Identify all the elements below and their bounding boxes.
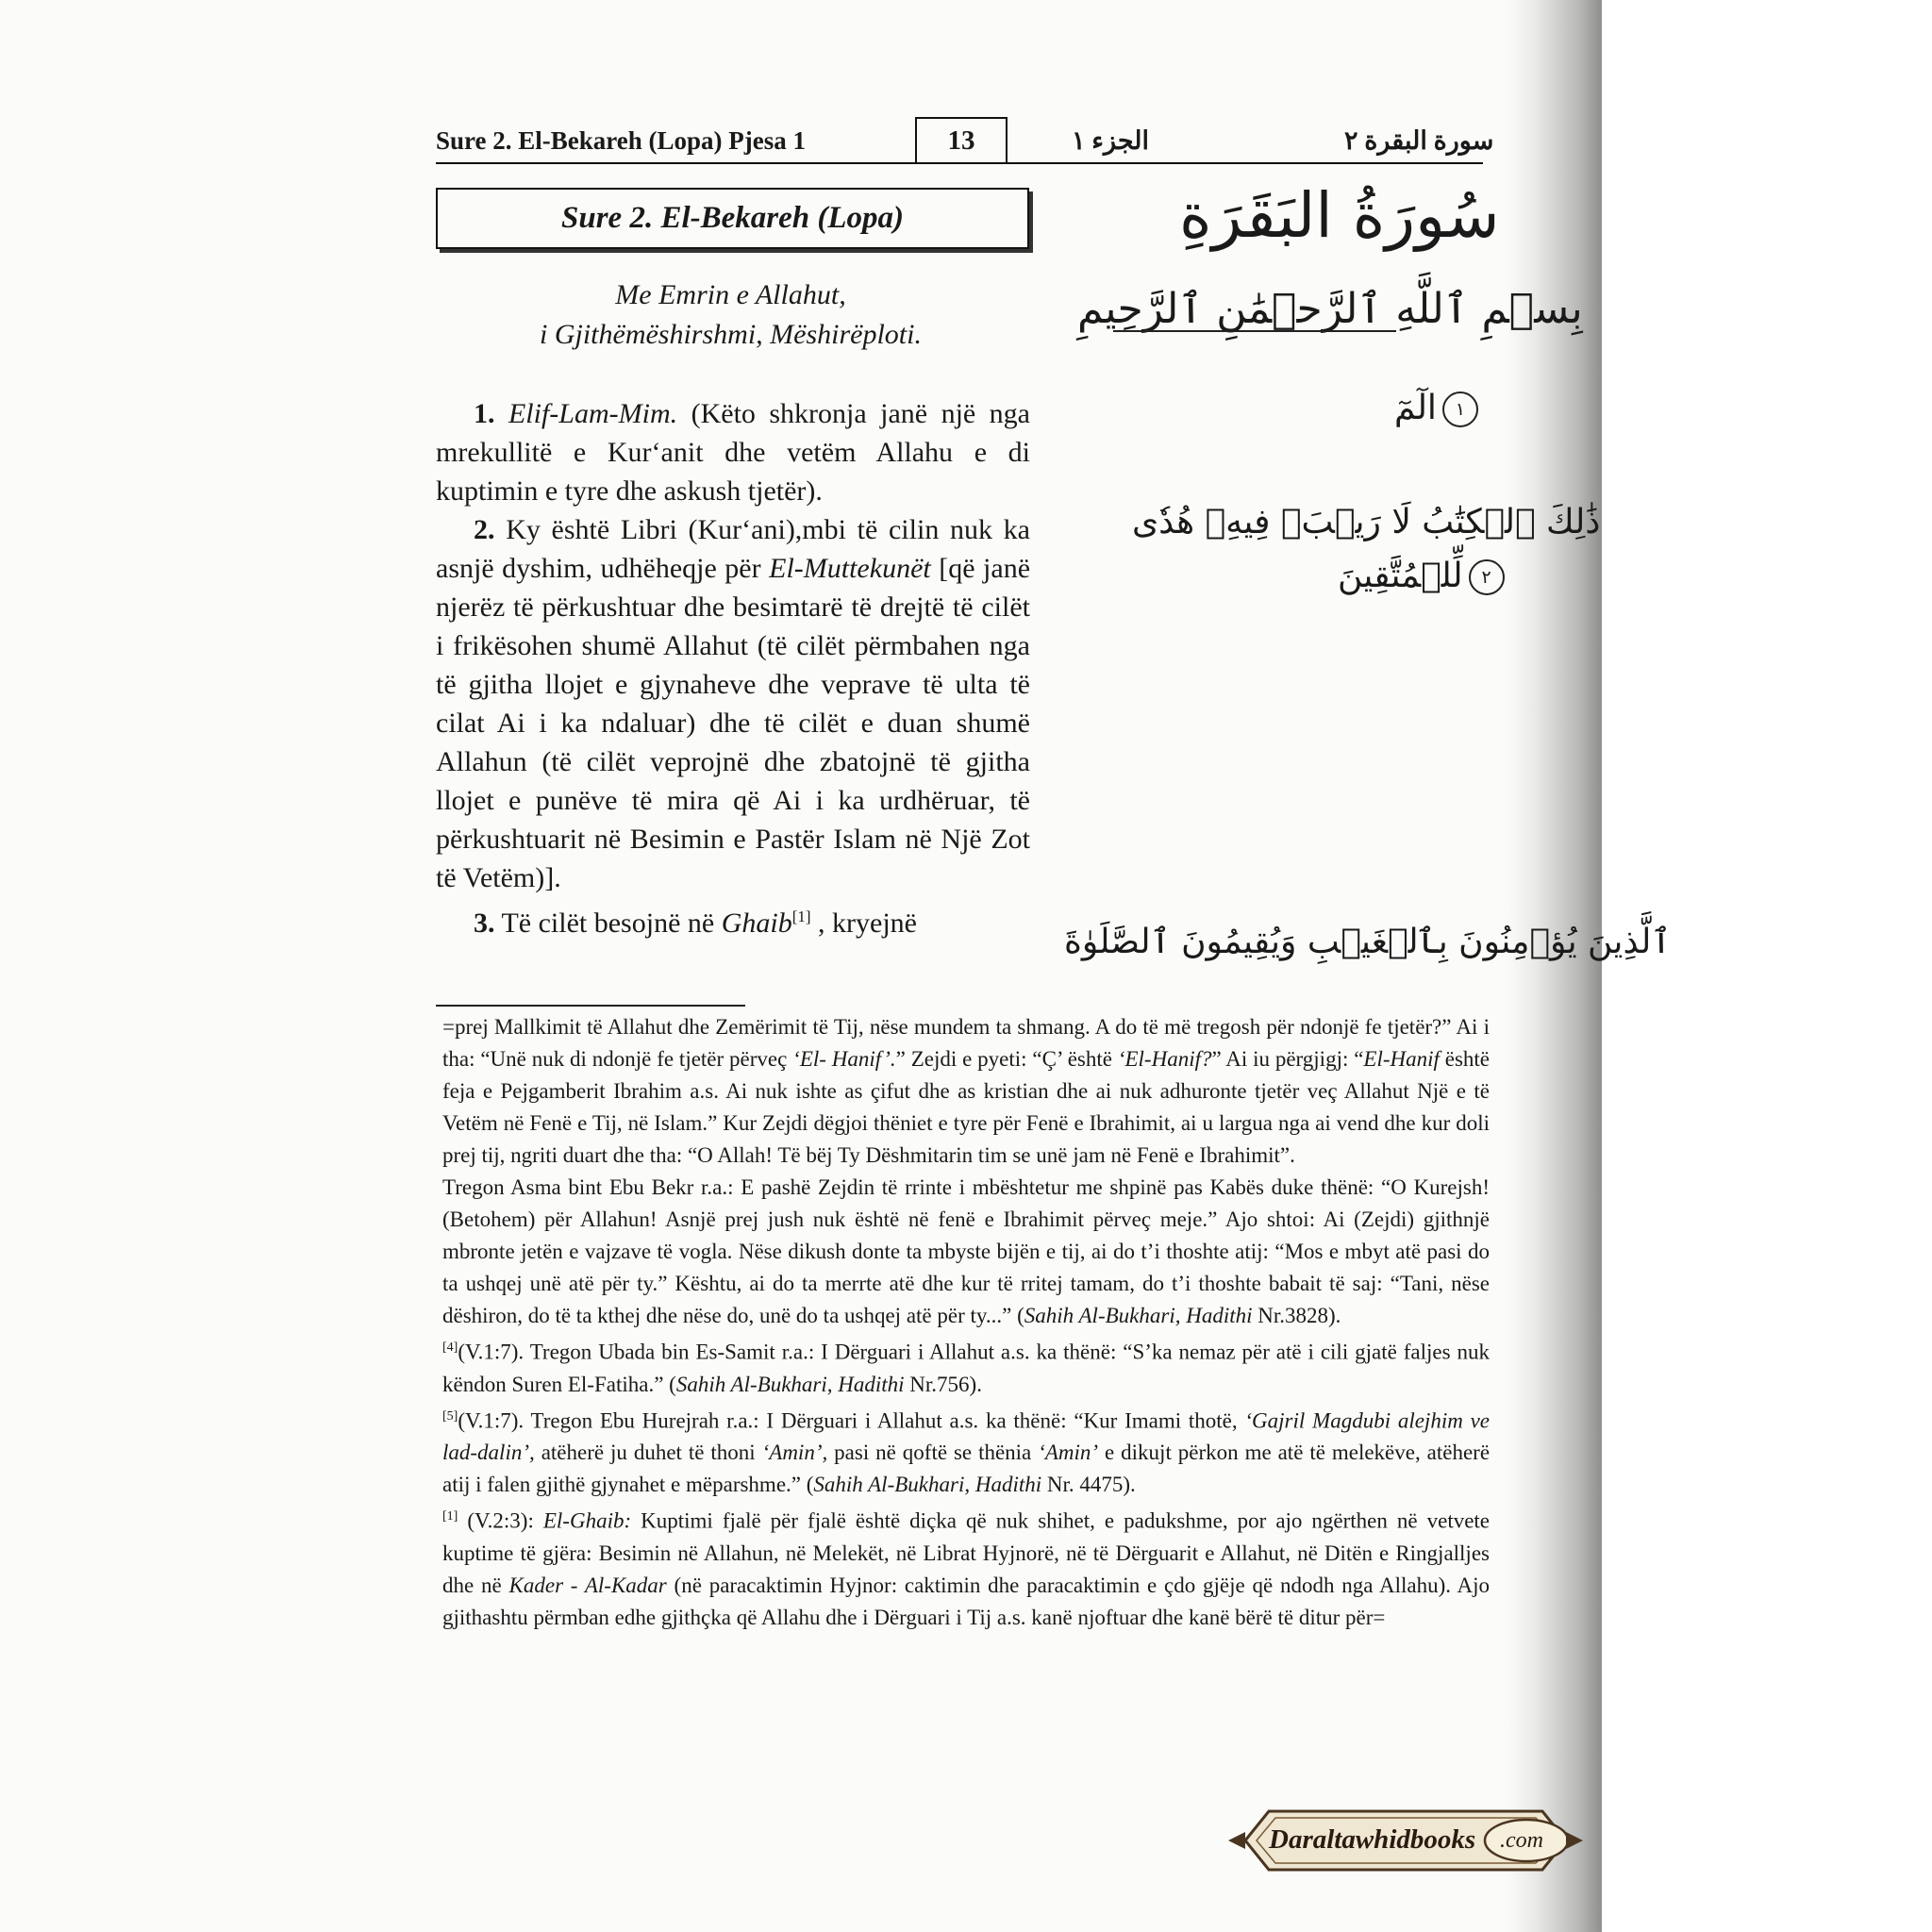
running-head-left: Sure 2. El-Bekareh (Lopa) Pjesa 1 [436,126,807,155]
verse-3-number: 3. [474,908,495,939]
verse-1-text: (Këto shkronja janë një nga mrekullitë e Kur‘anit dhe vetëm Allahu e di kuptimin e tyre dhe askush tjetër). [436,398,1031,507]
footnote-emphasis: Sahih Al-Bukhari, Hadithi [675,1372,905,1396]
footnote-rule [436,1005,745,1007]
footnote-text: është feja e Pejgamberit Ibrahim a.s. Ai nuk ishte as çifut dhe as kristian dhe ai nuk adhuronte tjetër veç Allahut Një e të Vetëm në Fenë e Tij, në Islam.” Kur Zejdi dëgjoi thëniet e tyre për Fenë e Ibrahimit, ai u largua nga ai vend dhe kur doli prej tij, ngriti duart dhe tha: “O Allah! Të bëj Ty Dëshmitarin tim se unë jam në Fenë e Ibrahimit”. [442,1047,1491,1167]
arabic-verse-2a: ذَٰلِكَ ٱلۡكِتَٰبُ لَا رَيۡبَۛ فِيهِۛ هُدٗى [1132,503,1601,541]
footnote-text: Tregon Asma bint Ebu Bekr r.a.: E pashë Zejdin të rrinte i mbështetur me shpinë pas Kabës duke thënë: “O Kurejsh! (Betohem) për Allahun! Asnjë prej jush nuk është në fenë e Ibrahimit përveç meje.” Ajo shtoi: Ai (Zejdi) gjithnjë mbronte jetën e vajzave të vogla. Nëse dikush donte ta mbyste bijën e tij, ai do t’i thoshte atij: “Mos e mbyt atë pasi do ta ushqej unë atë për ty.” Kështu, ai do ta merrte atë dhe kur të rritej tamam, do t’i thoshte babait të saj: “Tani, nëse dëshiron, do të ta kthej dhe nëse do, unë do ta ushqej atë për ty...” ( [442,1175,1490,1327]
footnote-text: ” Zejdi e pyeti: “Ç’ është [895,1047,1112,1071]
verse-2-number: 2. [474,514,495,545]
verse-3-text-2: , kryejnë [818,908,917,939]
arabic-verse-2b-text: لِّلۡمُتَّقِينَ [1338,557,1463,595]
basmala-line-2: i Gjithëmëshirshmi, Mëshirëploti. [540,319,922,350]
basmala-line-1: Me Emrin e Allahut, [615,279,846,310]
footnote-continued [442,1011,1490,1172]
footnote-text: Nr.756). [909,1372,982,1396]
verse-2-emphasis: El-Muttekunët [769,553,931,584]
footnote-emphasis: Sahih Al-Bukhari, Hadithi [1024,1304,1253,1327]
verse-translation [436,394,1030,942]
running-head-surah: سورة البقرة ٢ [1344,126,1494,155]
running-head-rule [436,162,1483,164]
footnote-emphasis: ‘El- Hanif’. [792,1047,896,1071]
surah-title-box [436,188,1029,249]
footnote-text: Nr. 4475). [1046,1473,1136,1497]
arabic-verse-1-text: الٓمٓ [1394,389,1437,427]
footnote-4 [442,1332,1490,1401]
footnote-emphasis: ‘Gajril Magdubi alejhim ve lad-dalin’, [442,1408,1490,1465]
footnote-text: ” Ai iu përgjigj: “ [1211,1047,1364,1071]
verse-3-emphasis: Ghaib [721,908,792,939]
surah-title: Sure 2. El-Bekareh (Lopa) [561,201,904,235]
arabic-surah-title: سُورَةُ البَقَرَةِ [1179,179,1500,252]
verse-1 [436,394,1030,510]
footnote-text: =prej Mallkimit të Allahut dhe Zemërimit të Tij, nëse mundem ta shmang. A do të më tregosh për ndonjë fe tjetër?” Ai i tha: “Unë nuk di ndonjë fe tjetër përveç [442,1015,1490,1071]
verse-3-text-1: Të cilët besojnë në [501,908,715,939]
footnote-text: atëherë ju duhet të thoni [541,1441,756,1465]
watermark-tld: .com [1500,1828,1543,1853]
running-head [0,117,1602,164]
basmala-underline [1113,330,1396,332]
footnote-emphasis: ‘Amin’ [1038,1441,1099,1465]
verse-marker: ٢ [1469,559,1505,595]
footnote-text: (V.1:7). Tregon Ebu Hurejrah r.a.: I Dërguari i Allahut a.s. ka thënë: “Kur Imami thotë, [458,1408,1238,1433]
arabic-verse-1 [1394,389,1484,427]
running-head-juz: الجزء ١ [1072,126,1150,155]
arabic-verse-2b [1338,557,1510,595]
footnote-emphasis: ‘El-Hanif? [1117,1047,1212,1071]
footnote-emphasis: El-Ghaib: [542,1508,632,1533]
footnote-text: Kuptimi fjalë për fjalë është diçka që nuk shihet, e padukshme, por ajo ngërthen në vetvete kuptime të gjëra: Besimin në Allahun, në Melekët, në Librat Hyjnorë, në të Dërguarit e Allahut, në Ditën e Ringjalljes dhe në [442,1508,1491,1597]
verse-2-text-1: Ky është Libri (Kur‘ani),mbi të cilin nuk ka asnjë dyshim, udhëheqje për [436,514,1030,584]
footnote-asma [442,1172,1490,1332]
watermark-name: Daraltawhidbooks [1269,1824,1476,1855]
footnote-text: (V.1:7). Tregon Ubada bin Es-Samit r.a.: I Dërguari i Allahut a.s. ka thënë: “S’ka nemaz për atë i cili gjatë faljes nuk këndon Suren El-Fatiha.” ( [442,1340,1490,1396]
footnote-5 [442,1401,1490,1502]
footnote-emphasis: ‘Amin’, [761,1441,828,1465]
verse-1-emphasis: Elif-Lam-Mim. [508,398,678,429]
footnote-marker: [5] [442,1408,458,1424]
verse-2-text-2: [që janë njerëz të përkushtuar dhe besimtarë të drejtë të cilët i frikësohen shumë Allahut (të cilët përmbahen nga të gjitha llojet e gjynaheve dhe veprave të ulta të cilat Ai i ka ndaluar) dhe të cilët e duan shumë Allahun (të cilët veprojnë dhe zbatojnë të gjitha llojet e punëve të mira që Ai i ka urdhëruar, të përkushtuarit në Besimin e Pastër Islam në Një Zot të Vetëm)]. [436,553,1031,893]
footnote-marker: [1] [442,1509,458,1524]
footnote-emphasis: El-Hanif [1363,1047,1440,1071]
footnote-1 [442,1501,1490,1634]
footnote-ref: [1] [791,908,811,925]
footnote-emphasis: Kader - Al-Kadar [508,1573,667,1597]
arabic-basmala: بِسۡمِ ٱللَّهِ ٱلرَّحۡمَٰنِ ٱلرَّحِيمِ [1077,285,1583,333]
footnote-text: e dikujt përkon me atë të melekëve, atëherë atij i falen gjithë gjynahet e mëparshme.” ( [442,1441,1491,1497]
footnote-text: pasi në qoftë se thënia [834,1441,1032,1465]
footnote-emphasis: Sahih Al-Bukhari, Hadithi [813,1473,1042,1497]
verse-2 [436,510,1030,897]
verse-3 [436,897,1030,942]
footnote-text: (V.2:3): [467,1508,534,1533]
page-number: 13 [915,117,1008,164]
verse-marker: ١ [1442,391,1478,427]
footnotes [442,1011,1490,1634]
footnote-text: Nr.3828). [1257,1304,1341,1327]
footnote-text: (në paracaktimin Hyjnor: caktimin dhe paracaktimin e çdo gjëje që ndodh nga Allahu). Ajo gjithashtu përmban edhe gjithçka që Allahu dhe i Dërguari i Tij a.s. kanë njoftuar dhe kanë bërë të ditur për= [442,1573,1491,1629]
footnote-marker: [4] [442,1341,458,1355]
verse-1-number: 1. [474,398,495,429]
arabic-verse-3: ٱلَّذِينَ يُؤۡمِنُونَ بِٱلۡغَيۡبِ وَيُقِيمُونَ ٱلصَّلَوٰةَ [1064,923,1672,961]
